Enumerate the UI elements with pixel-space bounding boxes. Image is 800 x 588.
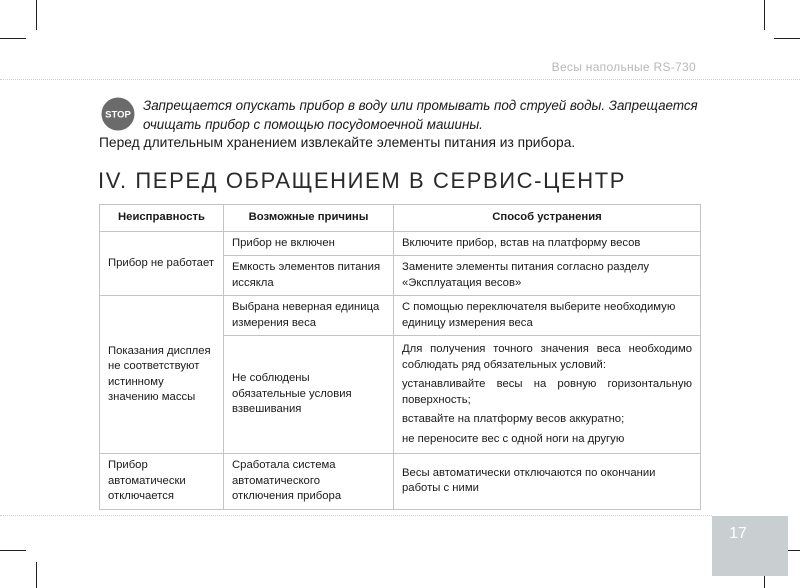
fault-cell: Прибор автоматически отключается bbox=[100, 454, 224, 510]
cause-cell: Емкость элементов питания иссякла bbox=[224, 256, 394, 296]
storage-note: Перед длительным хранением извлекайте элементы питания из прибора. bbox=[99, 135, 576, 150]
page-number: 17 bbox=[729, 525, 747, 542]
crop-mark bbox=[36, 0, 37, 30]
section-title: IV. ПЕРЕД ОБРАЩЕНИЕМ В СЕРВИС-ЦЕНТР bbox=[98, 168, 627, 193]
stop-icon-label: STOP bbox=[105, 109, 131, 121]
remedy-cell bbox=[394, 336, 701, 454]
column-header-remedy: Способ устранения bbox=[394, 205, 701, 232]
remedy-line: Для получения точного значения веса необходимо соблюдать ряд обязательных условий: bbox=[402, 343, 692, 371]
warning-text: Запрещается опускать прибор в воду или промывать под струей воды. Запрещается очищать прибор с помощью посудомоечной машины. bbox=[143, 98, 698, 132]
footer-divider bbox=[0, 515, 712, 516]
crop-mark bbox=[0, 550, 26, 551]
remedy-list bbox=[402, 342, 692, 447]
troubleshooting-table bbox=[99, 204, 701, 510]
stop-icon bbox=[101, 97, 135, 131]
running-header-title: Весы напольные RS-730 bbox=[551, 60, 696, 74]
remedy-cell: Весы автоматически отключаются по окончании работы с ними bbox=[394, 454, 701, 510]
remedy-line: вставайте на платформу весов аккуратно; bbox=[402, 413, 625, 425]
remedy-line: не переносите вес с одной ноги на другую bbox=[402, 432, 625, 445]
table-row bbox=[100, 454, 701, 510]
crop-mark bbox=[764, 0, 765, 30]
header-divider bbox=[0, 79, 800, 80]
page-number-box bbox=[712, 516, 788, 576]
cause-cell: Выбрана неверная единица измерения веса bbox=[224, 296, 394, 336]
table-row bbox=[100, 231, 701, 256]
cause-cell: Сработала система автоматического отключения прибора bbox=[224, 454, 394, 510]
crop-mark bbox=[36, 562, 37, 588]
fault-cell: Показания дисплея не соответствуют истинному значению массы bbox=[100, 296, 224, 454]
remedy-cell: Включите прибор, встав на платформу весов bbox=[394, 231, 701, 256]
remedy-cell: Замените элементы питания согласно разделу «Эксплуатация весов» bbox=[394, 256, 701, 296]
table-row bbox=[100, 296, 701, 336]
column-header-causes: Возможные причины bbox=[224, 205, 394, 232]
column-header-fault: Неисправность bbox=[100, 205, 224, 232]
cause-cell: Не соблюдены обязательные условия взвешивания bbox=[224, 336, 394, 454]
remedy-line: устанавливайте весы на ровную горизонтальную поверхность; bbox=[402, 378, 692, 406]
crop-mark bbox=[774, 38, 800, 39]
fault-cell: Прибор не работает bbox=[100, 231, 224, 296]
remedy-cell: С помощью переключателя выберите необходимую единицу измерения веса bbox=[394, 296, 701, 336]
table-header-row bbox=[100, 205, 701, 232]
crop-mark bbox=[0, 38, 26, 39]
cause-cell: Прибор не включен bbox=[224, 231, 394, 256]
